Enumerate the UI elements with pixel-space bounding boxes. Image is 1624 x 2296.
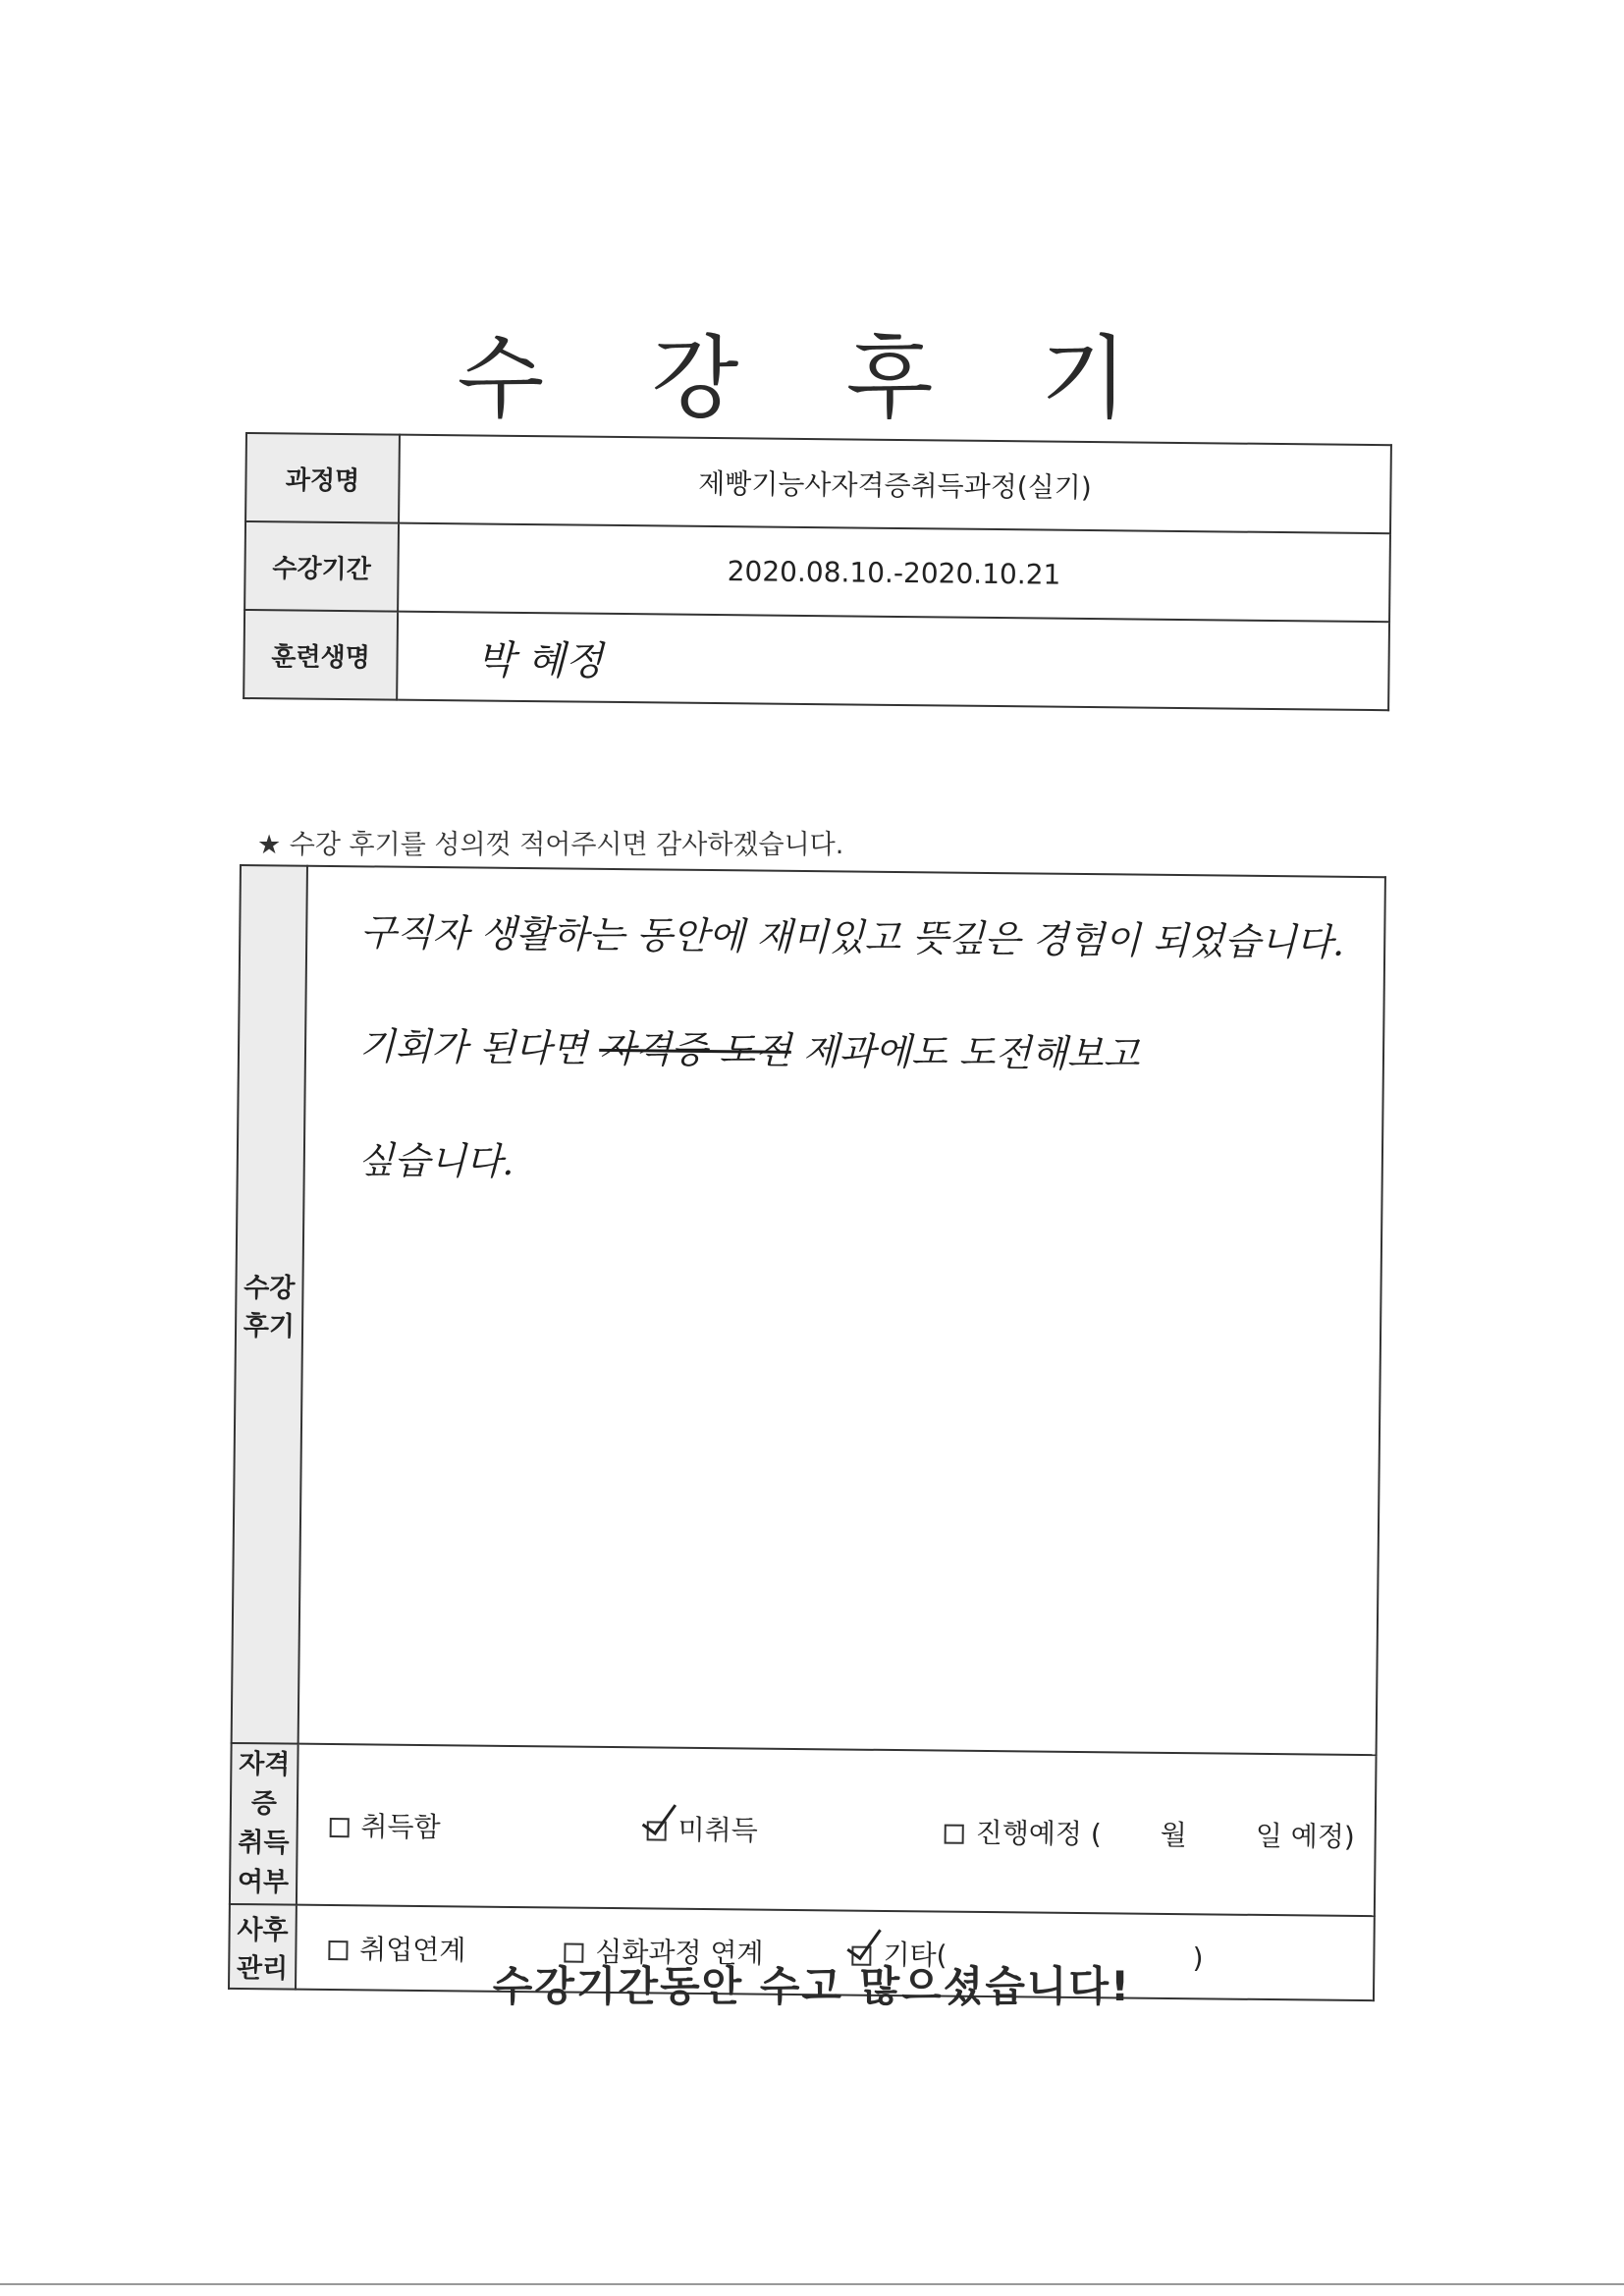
review-body xyxy=(298,866,1385,1755)
period-value: 2020.08.10.-2020.10.21 xyxy=(398,523,1390,623)
checkbox-acquired[interactable] xyxy=(329,1818,349,1837)
checkbox-scheduled[interactable] xyxy=(945,1825,964,1844)
option-advanced-course-label: 심화과정 연계 xyxy=(595,1935,764,1970)
scan-edge-line xyxy=(0,2283,1624,2285)
certificate-row xyxy=(230,1743,1377,1916)
certificate-options xyxy=(297,1744,1377,1916)
course-row xyxy=(245,433,1391,533)
option-acquired-label: 취득함 xyxy=(360,1810,441,1844)
option-not-acquired[interactable] xyxy=(646,1808,758,1848)
option-job-link-label: 취업연계 xyxy=(358,1933,466,1967)
trainee-name xyxy=(397,612,1389,711)
page-title: 수 강 후 기 xyxy=(457,325,1167,431)
option-scheduled-label: 진행예정 ( xyxy=(975,1816,1102,1851)
trainee-name-handwritten: 박 혜정 xyxy=(476,636,604,684)
review-line-1: 구직자 생활하는 동안에 재미있고 뜻깊은 경험이 되었습니다. xyxy=(359,910,1345,964)
option-scheduled[interactable] xyxy=(945,1812,1102,1853)
course-info-table xyxy=(243,432,1392,711)
other-close-paren: ) xyxy=(1192,1941,1204,1975)
review-row xyxy=(232,865,1385,1755)
closing-message: 수강기간동안 수고 많으셨습니다! xyxy=(492,1962,1132,2010)
review-line-3: 싶습니다. xyxy=(357,1138,514,1183)
certificate-label xyxy=(230,1743,298,1905)
trainee-label: 훈련생명 xyxy=(244,610,398,700)
trainee-row xyxy=(244,610,1389,710)
notice-text: ★ 수강 후기를 성의껏 적어주시면 감사하겠습니다. xyxy=(257,830,844,860)
certificate-label-line1: 자격증 xyxy=(239,1749,291,1820)
period-label: 수강기간 xyxy=(244,521,399,612)
option-not-acquired-label: 미취득 xyxy=(677,1813,758,1847)
schedule-month: 월 xyxy=(1160,1818,1188,1852)
period-row xyxy=(244,521,1390,622)
course-value: 제빵기능사자격증취득과정(실기) xyxy=(399,435,1391,534)
schedule-day: 일 예정) xyxy=(1255,1819,1355,1853)
certificate-label-line2: 취득여부 xyxy=(237,1828,290,1898)
review-line-2-end: 제과에도 도전해보고 xyxy=(790,1028,1140,1076)
checkbox-not-acquired[interactable] xyxy=(647,1821,667,1840)
option-acquired[interactable] xyxy=(329,1805,441,1845)
review-line-2-strikethrough: 자격증 도전 xyxy=(598,1026,792,1072)
review-label: 수강후기 xyxy=(232,865,307,1744)
aftercare-label: 사후관리 xyxy=(229,1904,297,1990)
review-line-2 xyxy=(359,1020,1344,1081)
review-table xyxy=(228,864,1386,2001)
review-line-2-start: 기회가 된다면 xyxy=(358,1024,600,1070)
option-other-label: 기타( xyxy=(883,1938,947,1972)
course-label: 과정명 xyxy=(245,433,400,523)
